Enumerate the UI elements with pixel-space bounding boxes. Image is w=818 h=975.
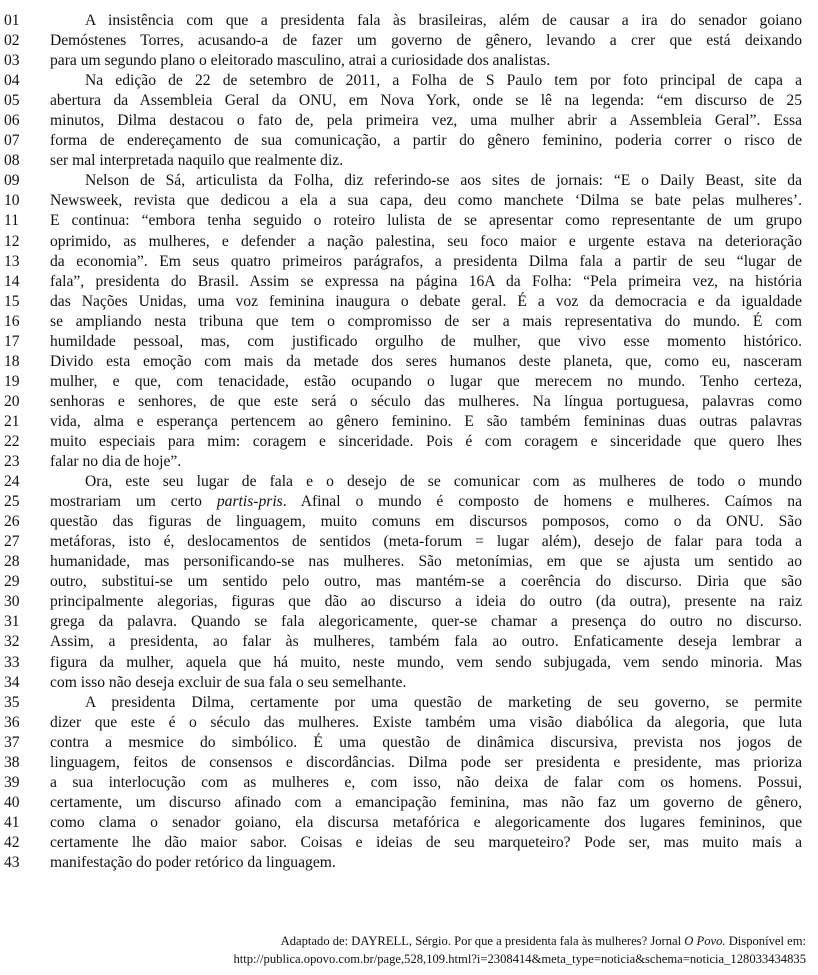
text-segment: abertura da Assembleia Geral da ONU, em Nova York, onde se lê na legenda: “em discurso de 25	[50, 92, 802, 110]
text-segment: Nelson de Sá, articulista da Folha, diz referindo-se aos sites de jornais: “E o Daily Beast, site da	[85, 172, 802, 190]
text-line	[4, 853, 812, 873]
line-text	[50, 372, 802, 392]
text-segment: E continua: “embora tenha seguido o roteiro lulista de se apresentar como representante de um grupo	[50, 212, 802, 230]
line-number: 16	[4, 312, 20, 330]
line-text	[50, 51, 802, 71]
text-line	[4, 733, 812, 753]
text-line	[4, 332, 812, 352]
line-text	[50, 793, 802, 813]
line-number: 22	[4, 432, 20, 450]
text-segment: mostrariam um certo	[50, 493, 217, 511]
text-segment: outro, substitui-se um sentido pelo outro, mas mantém-se a coerência do discurso. Diria que são	[50, 573, 802, 591]
line-number: 03	[4, 52, 20, 70]
text-segment: certamente lhe dão maior sabor. Coisas e ideias de seu marqueteiro? Pode ser, mas muito mais a	[50, 833, 802, 851]
line-text	[50, 452, 802, 472]
line-text	[50, 131, 802, 151]
text-line	[4, 131, 812, 151]
text-line	[4, 492, 812, 512]
line-number: 32	[4, 633, 20, 651]
line-text	[50, 552, 802, 572]
line-text	[50, 111, 802, 131]
text-segment: da economia”. Em seus quatro primeiros parágrafos, a presidenta Dilma fala a partir de seu “lugar de	[50, 252, 802, 270]
line-number: 29	[4, 573, 20, 591]
text-segment: minutos, Dilma destacou o fato de, pela primeira vez, uma mulher abrir a Assembleia Geral”. Essa	[50, 112, 802, 130]
text-segment: com isso não deseja excluir de sua fala o seu semelhante.	[50, 673, 407, 691]
line-text	[50, 211, 802, 231]
line-text	[50, 632, 802, 652]
text-segment: mulher, e que, com tenacidade, estão ocupando o lugar que merecem no mundo. Tenho certeza,	[50, 372, 802, 390]
text-segment: manifestação do poder retórico da linguagem.	[50, 853, 336, 871]
line-text	[50, 813, 802, 833]
line-number: 24	[4, 473, 20, 491]
line-number: 34	[4, 673, 20, 691]
line-text	[50, 472, 802, 492]
line-number: 02	[4, 32, 20, 50]
line-text	[50, 71, 802, 91]
citation-suffix: Disponível em:	[725, 934, 806, 948]
line-text	[50, 612, 802, 632]
line-text	[50, 11, 802, 31]
text-line	[4, 452, 812, 472]
line-number: 38	[4, 753, 20, 771]
line-text	[50, 673, 802, 693]
line-text	[50, 91, 802, 111]
line-text	[50, 853, 802, 873]
text-line	[4, 372, 812, 392]
line-text	[50, 332, 802, 352]
citation-prefix: Adaptado de: DAYRELL, Sérgio. Por que a presidenta fala às mulheres? Jornal	[280, 934, 685, 948]
line-text	[50, 492, 802, 512]
line-number: 27	[4, 533, 20, 551]
text-line	[4, 392, 812, 412]
text-line	[4, 11, 812, 31]
line-text	[50, 432, 802, 452]
text-line	[4, 472, 812, 492]
line-number: 41	[4, 813, 20, 831]
text-line	[4, 552, 812, 572]
line-number: 35	[4, 693, 20, 711]
text-segment: Divido esta emoção com mais da metade dos seres humanos deste planeta, que, como eu, nasceram	[50, 352, 802, 370]
text-segment: humildade pessoal, mas, com justificado orgulho de mulher, que vivo esse momento histórico.	[50, 332, 802, 350]
text-segment: contra a mesmice do simbólico. É uma questão de dinâmica discursiva, prevista nos jogos de	[50, 733, 802, 751]
line-text	[50, 31, 802, 51]
text-segment: figura da mulher, aquela que há muito, neste mundo, vem sendo subjugada, vem sendo minoria. Mas	[50, 653, 802, 671]
text-line	[4, 653, 812, 673]
text-segment: certamente, um discurso afinado com a emancipação feminina, mas não faz um governo de gênero,	[50, 793, 802, 811]
text-line	[4, 71, 812, 91]
text-line	[4, 51, 812, 71]
italic-term: partis-pris	[216, 493, 283, 511]
line-number: 05	[4, 92, 20, 110]
text-line	[4, 432, 812, 452]
line-text	[50, 171, 802, 191]
text-line	[4, 833, 812, 853]
text-segment: se ampliando nesta tribuna que tem o compromisso de ser a mais representativa do mundo. É com	[50, 312, 802, 330]
citation-line-1	[233, 932, 806, 950]
text-line	[4, 412, 812, 432]
line-text	[50, 151, 802, 171]
line-number: 04	[4, 72, 20, 90]
text-segment: das Nações Unidas, uma voz feminina inaugura o debate geral. É a voz da democracia e da igualdade	[50, 292, 802, 310]
line-text	[50, 252, 802, 272]
text-segment: vida, alma e esperança pertencem ao gênero feminino. E são também femininas duas outras palavras	[50, 412, 802, 430]
text-segment: Demóstenes Torres, acusando-a de fazer um governo de gênero, levando a crer que está deixando	[50, 32, 802, 50]
text-line	[4, 352, 812, 372]
text-line	[4, 151, 812, 171]
text-line	[4, 292, 812, 312]
text-segment: Ora, este seu lugar de fala e o desejo de se comunicar com as mulheres de todo o mundo	[85, 473, 802, 491]
text-segment: muito especiais para mim: coragem e sinceridade. Pois é com coragem e sinceridade que quero lhes	[50, 432, 802, 450]
text-segment: falar no dia de hoje”.	[50, 453, 182, 471]
line-number: 21	[4, 412, 20, 430]
line-number: 19	[4, 372, 20, 390]
text-segment: Na edição de 22 de setembro de 2011, a Folha de S Paulo tem por foto principal de capa a	[85, 72, 802, 90]
line-number: 01	[4, 12, 20, 29]
text-segment: dizer que este é o século das mulheres. Existe também uma visão diabólica da alegoria, que luta	[50, 713, 802, 731]
line-number: 42	[4, 833, 20, 851]
citation-url: http://publica.opovo.com.br/page,528,109.html?i=2308414&meta_type=noticia&schema=noticia_128033434835	[233, 952, 806, 966]
text-segment: fala”, presidenta do Brasil. Assim se expressa na página 16A da Folha: “Pela primeira vez, na história	[50, 272, 802, 290]
line-text	[50, 572, 802, 592]
text-line	[4, 232, 812, 252]
line-text	[50, 653, 802, 673]
text-line	[4, 191, 812, 211]
line-number: 31	[4, 613, 20, 631]
line-text	[50, 512, 802, 532]
line-text	[50, 392, 802, 412]
line-text	[50, 773, 802, 793]
line-text	[50, 272, 802, 292]
citation-journal: O Povo.	[684, 934, 726, 948]
line-number: 11	[4, 212, 20, 230]
text-segment: principalmente alegorias, figuras que dão ao discurso a ideia do outro (da outra), presente na raiz	[50, 593, 802, 611]
line-text	[50, 713, 802, 733]
source-citation	[233, 932, 806, 968]
text-segment: a sua interlocução com as mulheres e, com isso, não deixa de falar com os homens. Possui,	[50, 773, 802, 791]
line-number: 43	[4, 853, 20, 871]
text-line	[4, 592, 812, 612]
line-number: 06	[4, 112, 20, 130]
line-number: 30	[4, 593, 20, 611]
text-line	[4, 713, 812, 733]
text-line	[4, 793, 812, 813]
line-text	[50, 412, 802, 432]
text-line	[4, 612, 812, 632]
text-line	[4, 312, 812, 332]
line-text	[50, 733, 802, 753]
text-line	[4, 753, 812, 773]
text-line	[4, 632, 812, 652]
line-number: 10	[4, 192, 20, 210]
text-segment: . Afinal o mundo é composto de homens e mulheres. Caímos na	[282, 493, 802, 511]
line-number: 12	[4, 232, 20, 250]
line-number: 20	[4, 392, 20, 410]
text-segment: Assim, a presidenta, ao falar às mulheres, também fala ao outro. Enfaticamente deseja lembrar a	[50, 633, 802, 651]
text-segment: oprimido, as mulheres, e defender a nação palestina, seu foco maior e urgente estava na deterioração	[50, 232, 802, 250]
text-line	[4, 111, 812, 131]
text-line	[4, 171, 812, 191]
line-text	[50, 753, 802, 773]
line-number: 07	[4, 132, 20, 150]
line-text	[50, 292, 802, 312]
text-line	[4, 31, 812, 51]
text-segment: ser mal interpretada naquilo que realmente diz.	[50, 152, 344, 170]
line-text	[50, 352, 802, 372]
line-number: 36	[4, 713, 20, 731]
text-segment: humanidade, mas personificando-se nas mulheres. São metonímias, em que se ajusta um sentido ao	[50, 553, 802, 571]
line-number: 09	[4, 172, 20, 190]
line-number: 17	[4, 332, 20, 350]
line-number: 18	[4, 352, 20, 370]
text-line	[4, 813, 812, 833]
text-line	[4, 773, 812, 793]
line-number: 33	[4, 653, 20, 671]
line-text	[50, 191, 802, 211]
text-segment: linguagem, feitos de consensos e discordâncias. Dilma pode ser presidenta e presidente, mas prioriza	[50, 753, 802, 771]
text-line	[4, 272, 812, 292]
line-number: 13	[4, 252, 20, 270]
line-number: 40	[4, 793, 20, 811]
text-line	[4, 693, 812, 713]
text-segment: para um segundo plano o eleitorado masculino, atrai a curiosidade dos analistas.	[50, 52, 551, 70]
line-text	[50, 693, 802, 713]
line-number: 08	[4, 152, 20, 170]
text-segment: forma de endereçamento de sua comunicação, a partir do gênero feminino, poderia correr o risco de	[50, 132, 802, 150]
line-number: 26	[4, 513, 20, 531]
text-segment: A insistência com que a presidenta fala às brasileiras, além de causar a ira do senador goiano	[85, 12, 802, 29]
text-line	[4, 572, 812, 592]
text-line	[4, 532, 812, 552]
line-number: 23	[4, 453, 20, 471]
text-segment: senhoras e senhores, de que este será o século das mulheres. Na língua portuguesa, palavras como	[50, 392, 802, 410]
line-text	[50, 592, 802, 612]
line-number: 14	[4, 272, 20, 290]
text-segment: grega da palavra. Quando se fala alegoricamente, quer-se chamar a presença do outro no discurso.	[50, 613, 802, 631]
line-text	[50, 532, 802, 552]
text-segment: como clama o senador goiano, ela discursa metafórica e alegoricamente dos lugares femininos, que	[50, 813, 802, 831]
line-number: 25	[4, 493, 20, 511]
line-number: 28	[4, 553, 20, 571]
text-segment: metáforas, isto é, deslocamentos de sentidos (meta-forum = lugar além), desejo de falar para toda a	[50, 533, 802, 551]
line-text	[50, 312, 802, 332]
article-body	[4, 11, 812, 873]
text-line	[4, 673, 812, 693]
text-line	[4, 211, 812, 231]
line-number: 15	[4, 292, 20, 310]
line-text	[50, 232, 802, 252]
line-text	[50, 833, 802, 853]
text-line	[4, 512, 812, 532]
text-segment: A presidenta Dilma, certamente por uma questão de marketing de seu governo, se permite	[85, 693, 802, 711]
line-number: 37	[4, 733, 20, 751]
line-number: 39	[4, 773, 20, 791]
text-segment: Newsweek, revista que dedicou a ela a sua capa, deu como manchete ‘Dilma se bate pelas mulheres’.	[50, 192, 802, 210]
text-line	[4, 252, 812, 272]
text-segment: questão das figuras de linguagem, muito comuns em discursos pomposos, como o da ONU. São	[50, 513, 802, 531]
text-line	[4, 91, 812, 111]
